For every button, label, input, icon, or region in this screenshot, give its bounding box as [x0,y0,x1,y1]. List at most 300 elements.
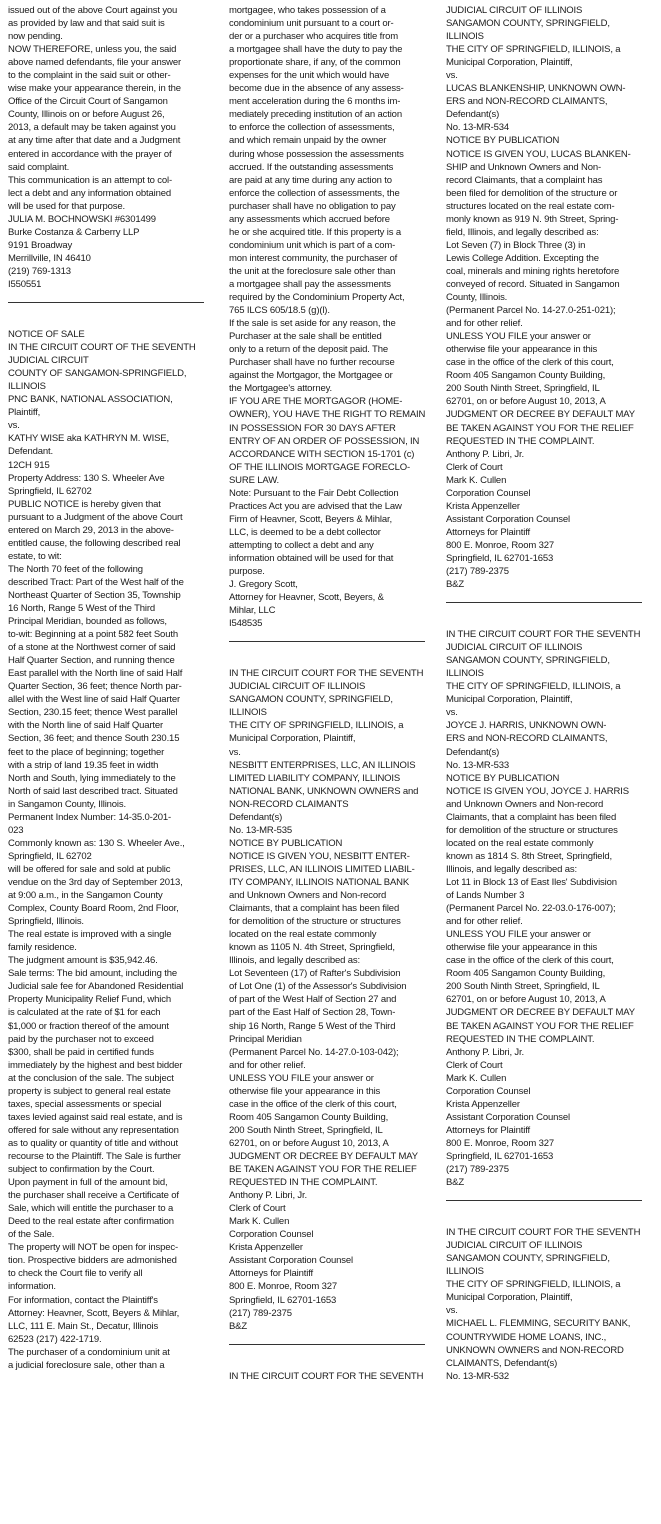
text-line: (217) 789-2375 [446,1164,509,1176]
text-line: $300, shall be paid in certified funds [8,1046,154,1058]
text-line: ILLINOIS [446,1266,484,1278]
notice-block [446,4,650,591]
text-line: to check the Court file to verify all [8,1268,143,1280]
text-line: Judicial sale fee for Abandoned Residential [8,981,184,993]
text-line: ILLINOIS [229,707,267,719]
text-line: REQUESTED IN THE COMPLAINT. [446,1033,595,1045]
text-line: enforce the collection of assessments, the [229,187,400,199]
text-line: IN THE CIRCUIT COURT FOR THE SEVENTH [446,1227,641,1239]
text-line: ILLINOIS [446,31,484,43]
text-line: ship 16 North, Range 5 West of the Third [229,1020,396,1032]
text-line: of the Sale. [8,1229,55,1241]
text-line: Permanent Index Number: 14-35.0-201- [8,811,172,823]
text-line: Springfield, IL 62702 [8,485,92,497]
text-line: The judgment amount is $35,942.46. [8,955,158,967]
text-line: structures located on the real estate com- [446,200,615,212]
notice-block [229,1357,433,1383]
text-line: entered on March 29, 2013 in the above- [8,524,174,536]
text-line: 200 South Ninth Street, Springfield, IL [446,383,600,395]
text-line: No. 13-MR-535 [229,824,292,836]
text-line: Claimants, that a complaint has been filed [229,903,400,915]
text-line: located on the real estate commonly [229,929,377,941]
text-line: Defendant(s) [446,109,500,121]
text-line: LIMITED LIABILITY COMPANY, ILLINOIS [229,772,401,784]
text-line: Section, 36 feet; and thence South 230.15 [8,733,180,745]
text-line: case in the office of the clerk of this court, [446,955,614,967]
text-line: JUDICIAL CIRCUIT [8,355,89,367]
text-line: Assistant Corporation Counsel [446,1111,570,1123]
text-line: purpose. [229,566,265,578]
text-line: Principal Meridian, bounded as follows, [8,616,167,628]
text-line: 2013, a default may be taken against you [8,122,176,134]
text-line: BE TAKEN AGAINST YOU FOR THE RELIEF [229,1164,417,1176]
text-line: expenses for the unit which would have [229,70,390,82]
text-line: estate, to wit: [8,550,62,562]
text-line: IN POSSESSION FOR 30 DAYS AFTER [229,422,396,434]
text-line: OF THE ILLINOIS MORTGAGE FORECLO- [229,461,411,473]
text-line: NESBITT ENTERPRISES, LLC, AN ILLINOIS [229,759,416,771]
text-line: I550551 [8,278,42,290]
column-1 [8,4,212,1372]
text-line: Property Address: 130 S. Wheeler Ave [8,472,165,484]
text-line: vs. [446,1305,458,1317]
text-line: No. 13-MR-532 [446,1370,509,1382]
text-line: at 9:00 a.m., in the Sangamon County [8,890,163,902]
text-line: Assistant Corporation Counsel [446,513,570,525]
notice-block [446,615,650,1189]
text-line: will be offered for sale and sold at public [8,863,171,875]
text-line: are paid at any time during any action to [229,174,392,186]
text-line: recourse to the Plaintiff. The Sale is further [8,1150,181,1162]
text-line: family residence. [8,942,77,954]
text-line: NOTICE IS GIVEN YOU, JOYCE J. HARRIS [446,785,629,797]
text-line: Mark K. Cullen [229,1216,290,1228]
text-line: UNKNOWN OWNERS and NON-RECORD [446,1344,624,1356]
spacer [8,315,212,328]
text-line: Anthony P. Libri, Jr. [446,1046,524,1058]
text-line: IN THE CIRCUIT COURT FOR THE SEVENTH [229,668,424,680]
text-line: NOTICE OF SALE [8,329,85,341]
text-line: during whose possession the assessments [229,148,404,160]
text-line: Clerk of Court [446,461,503,473]
text-line: and Unknown Owners and Non-record [446,798,604,810]
text-line: Burke Costanza & Carberry LLP [8,226,140,238]
text-line: Quarter Section, 36 feet; thence North par- [8,681,182,693]
text-line: BE TAKEN AGAINST YOU FOR THE RELIEF [446,422,634,434]
notice-divider [8,302,204,303]
text-line: a mortgagee shall have the duty to pay the [229,44,403,56]
text-line: located on the real estate commonly [446,837,594,849]
text-line: mortgagee, who takes possession of a [229,5,386,16]
text-line: vs. [446,707,458,719]
spacer [229,654,433,667]
text-line: COUNTRYWIDE HOME LOANS, INC., [446,1331,607,1343]
text-line: (Permanent Parcel No. 14-27.0-251-021); [446,305,616,317]
text-line: NOTICE BY PUBLICATION [446,772,560,784]
text-line: feet to the place of beginning; together [8,746,165,758]
text-line: SANGAMON COUNTY, SPRINGFIELD, [446,18,610,30]
text-line: tion. Prospective bidders are admonished [8,1255,177,1267]
text-line: Mihlar, LLC [229,605,276,617]
text-line: The property will NOT be open for inspec- [8,1242,179,1254]
text-line: property is subject to general real estate [8,1085,171,1097]
text-line: Attorneys for Plaintiff [446,526,531,538]
text-line: Springfield, Illinois. [8,916,84,928]
text-line: Illinois, and legally described as: [229,955,360,967]
notice-block [229,654,433,1332]
text-line: a mortgagee shall pay the assessments [229,278,391,290]
text-line: pursuant to a Judgment of the above Court [8,511,183,523]
text-line: paid by the purchaser not to exceed [8,1033,154,1045]
text-line: proportionate share, if any, of the common [229,57,401,69]
text-line: NOTICE IS GIVEN YOU, NESBITT ENTER- [229,850,410,862]
text-line: Northeast Quarter of Section 35, Township [8,589,181,601]
text-line: BE TAKEN AGAINST YOU FOR THE RELIEF [446,1020,634,1032]
text-line: of Lands Number 3 [446,890,525,902]
text-line: IN THE CIRCUIT COURT FOR THE SEVENTH [229,1370,424,1382]
text-line: Note: Pursuant to the Fair Debt Collection [229,487,399,499]
text-line: purchaser shall have no obligation to pay [229,200,396,212]
text-line: otherwise file your appearance in this [446,942,598,954]
text-line: information obtained will be used for that [229,552,394,564]
text-line: Corporation Counsel [446,487,531,499]
text-line: and for other relief. [229,1059,306,1071]
spacer [446,615,650,628]
text-line: vendue on the 3rd day of September 2013, [8,877,183,888]
text-line: as to quality or quantity of title and without [8,1137,179,1149]
text-line: SHIP and Unknown Owners and Non- [446,161,602,173]
spacer [446,1213,650,1226]
text-line: entitled cause, the following described real [8,537,181,549]
text-line: IN THE CIRCUIT COURT OF THE SEVENTH [8,342,196,354]
text-line: NOTICE IS GIVEN YOU, LUCAS BLANKEN- [446,148,631,160]
text-line: described Tract: Part of the West half of the [8,576,184,588]
text-line: 800 E. Monroe, Room 327 [446,1137,554,1149]
text-line: SANGAMON COUNTY, SPRINGFIELD, [229,694,393,706]
text-line: with the North line of said Half Quarter [8,720,164,732]
notice-divider [229,1344,425,1345]
text-line: allel with the West line of said Half Quarter [8,694,181,706]
text-line: of a stone at the Northwest corner of said [8,642,176,654]
text-line: ERS and NON-RECORD CLAIMANTS, [446,96,608,108]
text-line: B&Z [446,579,465,591]
text-line: been filed for demolition of the structure or [446,187,618,199]
text-line: REQUESTED IN THE COMPLAINT. [446,435,595,447]
text-line: taxes levied against said real estate, and is [8,1111,183,1123]
text-line: SANGAMON COUNTY, SPRINGFIELD, [446,655,610,667]
text-line: REQUESTED IN THE COMPLAINT. [229,1177,378,1189]
text-line: 200 South Ninth Street, Springfield, IL [229,1124,383,1136]
text-line: and for other relief. [446,916,523,928]
text-line: der or a purchaser who acquires title from [229,31,399,43]
text-line: Deed to the real estate after confirmation [8,1216,174,1228]
text-line: JUDGMENT OR DECREE BY DEFAULT MAY [229,1150,418,1162]
text-line: Municipal Corporation, Plaintiff, [446,694,573,706]
text-line: NOTICE BY PUBLICATION [446,135,560,147]
text-line: Krista Appenzeller [446,500,520,512]
text-line: Municipal Corporation, Plaintiff, [229,733,356,745]
text-line: MICHAEL L. FLEMMING, SECURITY BANK, [446,1318,631,1330]
text-line: Springfield, IL 62701-1653 [229,1294,337,1306]
text-line: Krista Appenzeller [229,1242,303,1254]
text-line: County, Illinois on or before August 26, [8,109,165,121]
text-line: a judicial foreclosure sale, other than a [8,1359,165,1371]
text-line: 200 South Ninth Street, Springfield, IL [446,981,600,993]
text-line: Sale terms: The bid amount, including the [8,968,177,980]
notice-divider [229,641,425,642]
text-line: Mark K. Cullen [446,1072,507,1084]
text-line: Municipal Corporation, Plaintiff, [446,57,573,69]
text-line: This communication is an attempt to col- [8,174,173,186]
text-line: as provided by law and that said suit is [8,18,165,30]
text-line: case in the office of the clerk of this court, [229,1098,397,1110]
text-line: subject to confirmation by the Court. [8,1164,155,1176]
text-line: conveyed of record. Situated in Sangamon [446,278,620,290]
text-line: Corporation Counsel [446,1085,531,1097]
text-line: he or she acquired title. If this property is a [229,226,401,238]
text-line: ITY COMPANY, ILLINOIS NATIONAL BANK [229,877,410,888]
text-line: JUDGMENT OR DECREE BY DEFAULT MAY [446,1007,635,1019]
text-line: 12CH 915 [8,459,50,471]
text-line: ENTRY OF AN ORDER OF POSSESSION, IN [229,435,420,447]
text-line: information. [8,1281,56,1293]
text-line: OWNER), YOU HAVE THE RIGHT TO REMAIN [229,409,426,421]
text-line: will be used for that purpose. [8,200,125,212]
text-line: Half Quarter Section, and running thence [8,655,175,667]
text-line: the unit at the foreclosure sale other than [229,265,396,277]
text-line: 9191 Broadway [8,239,73,251]
text-line: 62701, on or before August 10, 2013, A [446,994,606,1006]
text-line: B&Z [446,1177,465,1189]
text-line: with a strip of land 19.35 feet in width [8,759,159,771]
text-line: PNC BANK, NATIONAL ASSOCIATION, [8,394,173,406]
text-line: Anthony P. Libri, Jr. [446,448,524,460]
text-line: The North 70 feet of the following [8,563,143,575]
text-line: Room 405 Sangamon County Building, [229,1111,389,1123]
text-line: (217) 789-2375 [229,1307,292,1319]
notice-divider [446,1200,642,1201]
text-line: JUDICIAL CIRCUIT OF ILLINOIS [446,642,583,654]
text-line: part of the East Half of Section 28, Town- [229,1007,396,1019]
notice-divider [446,602,642,603]
text-line: Property Municipality Relief Fund, which [8,994,171,1006]
text-line: Merrillville, IN 46410 [8,252,91,264]
text-line: become due in the absence of any assess- [229,83,404,95]
text-line: against the Mortgagor, the Mortgagee or [229,370,393,382]
text-line: Mark K. Cullen [446,474,507,486]
text-line: NON-RECORD CLAIMANTS [229,798,349,810]
text-line: Claimants, that a complaint has been filed [446,811,617,823]
text-line: THE CITY OF SPRINGFIELD, ILLINOIS, a [446,44,621,56]
text-line: KATHY WISE aka KATHRYN M. WISE, [8,433,169,445]
text-line: at the conclusion of the sale. The subject [8,1072,174,1084]
text-line: IN THE CIRCUIT COURT FOR THE SEVENTH [446,629,641,641]
text-line: 62523 (217) 422-1719. [8,1333,102,1345]
text-line: wise make your appearance therein, in the [8,83,181,95]
text-line: known as 1814 S. 8th Street, Springfield, [446,850,613,862]
text-line: 62701, on or before August 10, 2013, A [446,396,606,408]
text-line: Firm of Heavner, Scott, Beyers & Mihlar, [229,513,392,525]
text-line: field, Illinois, and legally described as: [446,226,599,238]
text-line: (217) 789-2375 [446,566,509,578]
text-line: (219) 769-1313 [8,265,71,277]
text-line: $1,000 or fraction thereof of the amount [8,1020,169,1032]
text-line: IF YOU ARE THE MORTGAGOR (HOME- [229,396,403,408]
text-line: vs. [229,746,241,758]
text-line: known as 1105 N. 4th Street, Springfield, [229,942,395,954]
text-line: Purchaser shall have no further recourse [229,357,395,369]
text-line: NOW THEREFORE, unless you, the said [8,44,177,56]
text-line: and which remain unpaid by the owner [229,135,387,147]
text-line: entered in accordance with the prayer of [8,148,172,160]
text-line: SURE LAW. [229,474,280,486]
text-line: Illinois, and legally described as: [446,863,577,875]
text-line: Attorney: Heavner, Scott, Beyers & Mihlar, [8,1307,180,1319]
notice-block [229,4,433,630]
text-line: is calculated at the rate of $1 for each [8,1007,161,1019]
text-line: Springfield, IL 62701-1653 [446,1150,554,1162]
text-line: B&Z [229,1320,248,1332]
text-line: PUBLIC NOTICE is hereby given that [8,498,161,510]
text-line: accrued. If the outstanding assessments [229,161,394,173]
text-line: JUDICIAL CIRCUIT OF ILLINOIS [446,1240,583,1252]
text-line: LLC, 111 E. Main St., Decatur, Illinois [8,1320,159,1332]
text-line: condominium unit which is part of a com- [229,239,396,251]
text-line: THE CITY OF SPRINGFIELD, ILLINOIS, a [446,681,621,693]
notice-block [446,1213,650,1383]
spacer [229,1357,433,1370]
text-line: the purchaser shall receive a Certificate of [8,1190,179,1202]
text-line: Office of the Circuit Court of Sangamon [8,96,168,108]
text-line: for demolition of the structure or structures [446,824,618,836]
text-line: above named defendants, file your answer [8,57,182,69]
text-line: for demolition of the structure or structures [229,916,401,928]
text-line: Springfield, IL 62701-1653 [446,552,554,564]
text-line: Sale, which will entitle the purchaser to a [8,1203,174,1215]
column-2 [229,4,433,1383]
text-line: case in the office of the clerk of this court, [446,357,614,369]
text-line: Lot 11 in Block 13 of East Iles' Subdivision [446,877,617,888]
text-line: Principal Meridian [229,1033,302,1045]
text-line: offered for sale without any representation [8,1124,179,1136]
text-line: at any time after that date and a Judgment [8,135,181,147]
text-line: monly known as 919 N. 9th Street, Spring- [446,213,619,225]
text-line: JUDGMENT OR DECREE BY DEFAULT MAY [446,409,635,421]
text-line: vs. [8,420,20,432]
text-line: of part of the West Half of Section 27 and [229,994,397,1006]
text-line: and Unknown Owners and Non-record [229,890,387,902]
text-line: otherwise file your appearance in this [446,344,598,356]
text-line: only to a return of the deposit paid. The [229,344,388,356]
text-line: ERS and NON-RECORD CLAIMANTS, [446,733,608,745]
text-line: Krista Appenzeller [446,1098,520,1110]
text-line: JULIA M. BOCHNOWSKI #6301499 [8,213,156,225]
text-line: required by the Condominium Property Act, [229,292,405,304]
text-line: Corporation Counsel [229,1229,314,1241]
text-line: NATIONAL BANK, UNKNOWN OWNERS and [229,785,419,797]
text-line: Complex, County Board Room, 2nd Floor, [8,903,179,915]
text-line: JUDICIAL CIRCUIT OF ILLINOIS [229,681,366,693]
text-line: Clerk of Court [446,1059,503,1071]
text-line: LUCAS BLANKENSHIP, UNKNOWN OWN- [446,83,626,95]
text-line: otherwise file your appearance in this [229,1085,381,1097]
text-line: ment acceleration during the 6 months im- [229,96,401,108]
text-line: condominium unit pursuant to a court or- [229,18,394,30]
text-line: in Sangamon County, Illinois. [8,798,126,810]
text-line: 023 [8,824,24,836]
text-line: North and South, lying immediately to the [8,772,176,784]
text-line: Room 405 Sangamon County Building, [446,968,606,980]
notice-block [8,4,212,291]
text-line: Room 405 Sangamon County Building, [446,370,606,382]
text-line: Lot Seven (7) in Block Three (3) in [446,239,586,251]
text-line: attempting to collect a debt and any [229,539,374,551]
text-line: JOYCE J. HARRIS, UNKNOWN OWN- [446,720,607,732]
text-line: CLAIMANTS, Defendant(s) [446,1357,558,1369]
text-line: (Permanent Parcel No. 14-27.0-103-042); [229,1046,399,1058]
text-line: 16 North, Range 5 West of the Third [8,603,156,615]
text-line: mediately preceding institution of an action [229,109,402,121]
text-line: record Claimants, that a complaint has [446,174,603,186]
text-line: Section, 230.15 feet; thence West parallel [8,707,178,719]
text-line: ILLINOIS [8,381,46,393]
text-line: UNLESS YOU FILE your answer or [446,331,591,343]
text-line: NOTICE BY PUBLICATION [229,837,343,849]
text-line: North of said last described tract. Situated [8,785,178,797]
text-line: LLC, is deemed to be a debt collector [229,526,381,538]
text-line: Defendant. [8,446,53,458]
text-line: County, Illinois. [446,292,508,304]
text-line: Plaintiff, [8,407,41,419]
text-line: Anthony P. Libri, Jr. [229,1190,307,1202]
text-line: taxes, special assessments or special [8,1098,162,1110]
text-line: Clerk of Court [229,1203,286,1215]
text-line: Lewis College Addition. Excepting the [446,252,599,264]
text-line: Lot Seventeen (17) of Rafter's Subdivision [229,968,401,980]
text-line: 800 E. Monroe, Room 327 [446,539,554,551]
text-line: of Lot One (1) of the Assessor's Subdivision [229,981,407,993]
text-line: No. 13-MR-533 [446,759,509,771]
text-line: any assessments which accrued before [229,213,390,225]
text-line: issued out of the above Court against you [8,5,178,16]
text-line: J. Gregory Scott, [229,579,298,591]
text-line: The real estate is improved with a single [8,929,172,941]
text-line: coal, minerals and mining rights heretofore [446,265,620,277]
text-line: mon interest community, the purchaser of [229,252,398,264]
text-line: PRISES, LLC, AN ILLINOIS LIMITED LIABIL- [229,863,415,875]
text-line: 800 E. Monroe, Room 327 [229,1281,337,1293]
text-line: Assistant Corporation Counsel [229,1255,353,1267]
notice-block [8,315,212,1372]
text-line: ILLINOIS [446,668,484,680]
text-line: Upon payment in full of the amount bid, [8,1177,168,1189]
text-line: Attorney for Heavner, Scott, Beyers, & [229,592,384,604]
text-line: THE CITY OF SPRINGFIELD, ILLINOIS, a [446,1279,621,1291]
text-line: lect a debt and any information obtained [8,187,172,199]
text-line: For information, contact the Plaintiff's [8,1294,158,1306]
text-line: Municipal Corporation, Plaintiff, [446,1292,573,1304]
text-line: and for other relief. [446,318,523,330]
text-line: vs. [446,70,458,82]
text-line: (Permanent Parcel No. 22-03.0-176-007); [446,903,616,915]
text-line: I548535 [229,618,263,630]
text-line: Purchaser at the sale shall be entitled [229,331,382,343]
text-line: now pending. [8,31,63,43]
text-line: No. 13-MR-534 [446,122,509,134]
text-line: 765 ILCS 605/18.5 (g)(l). [229,305,330,317]
text-line: UNLESS YOU FILE your answer or [446,929,591,941]
text-line: Commonly known as: 130 S. Wheeler Ave., [8,837,185,849]
